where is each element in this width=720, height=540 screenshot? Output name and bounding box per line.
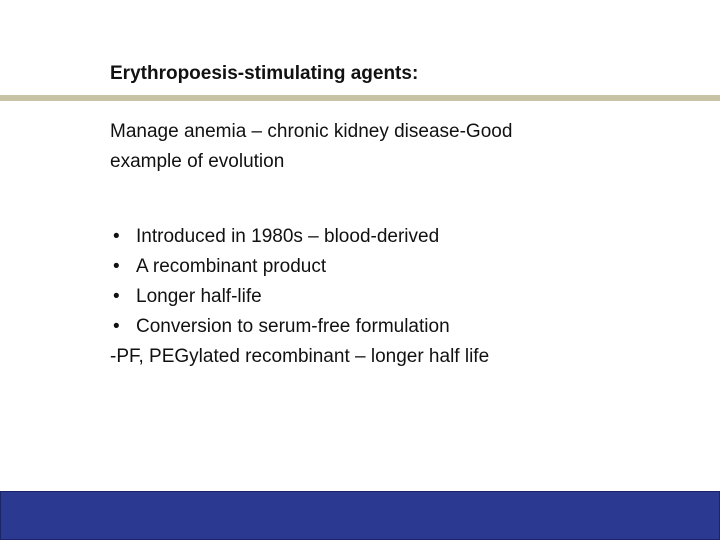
slide-body bbox=[110, 117, 670, 372]
title-divider bbox=[0, 95, 720, 101]
bullet-item bbox=[110, 282, 670, 312]
bullet-text: Longer half-life bbox=[136, 286, 262, 307]
bullet-item bbox=[110, 312, 670, 342]
bullet-text: A recombinant product bbox=[136, 256, 327, 277]
bullet-list bbox=[110, 222, 670, 342]
bullet-text: Introduced in 1980s – blood-derived bbox=[136, 226, 440, 247]
bullet-icon: • bbox=[113, 226, 120, 247]
intro-line: Manage anemia – chronic kidney disease-Good bbox=[110, 121, 513, 142]
bullet-icon: • bbox=[113, 286, 120, 307]
intro-line: example of evolution bbox=[110, 151, 285, 172]
slide-title: Erythropoesis-stimulating agents: bbox=[110, 63, 419, 84]
bullet-icon: • bbox=[113, 316, 120, 337]
bullet-icon: • bbox=[113, 256, 120, 277]
footer-bar bbox=[0, 491, 720, 540]
bullet-text: Conversion to serum-free formulation bbox=[136, 316, 450, 337]
bullet-item bbox=[110, 222, 670, 252]
spacer bbox=[110, 177, 670, 222]
tail-line: -PF, PEGylated recombinant – longer half life bbox=[110, 346, 490, 367]
bullet-item bbox=[110, 252, 670, 282]
